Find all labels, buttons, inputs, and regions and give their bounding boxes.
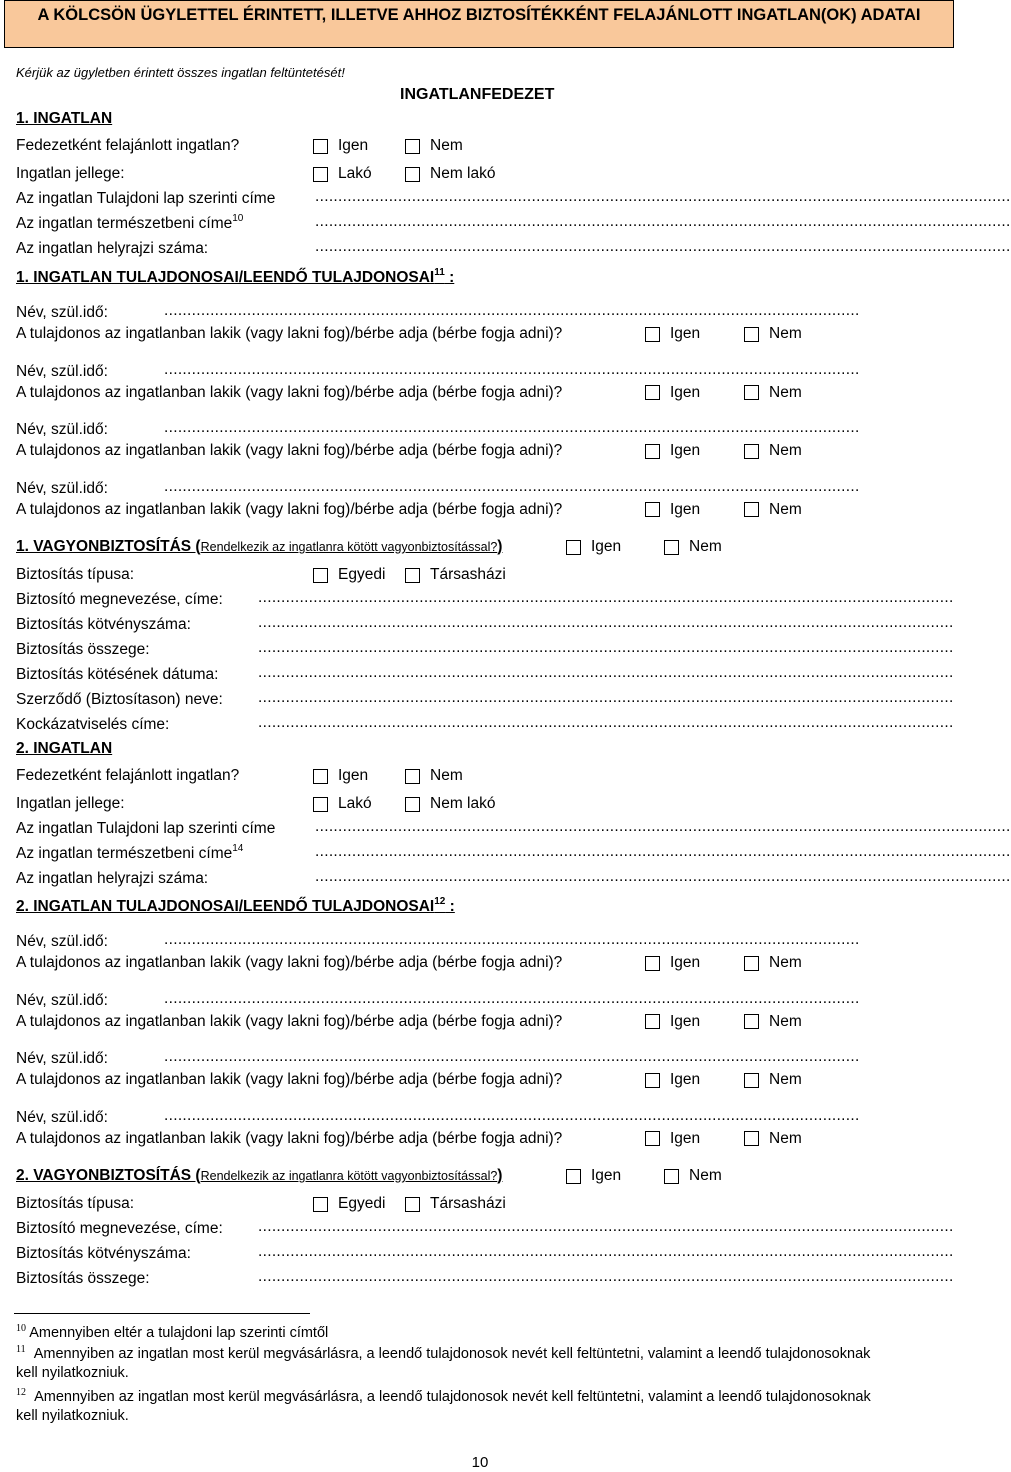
insurance-2-condo-checkbox[interactable] <box>405 1195 506 1213</box>
property-1-offered-label: Fedezetként felajánlott ingatlan? <box>16 137 240 154</box>
property-1-lot-field: ....................................................................................................................................................... <box>315 238 1011 255</box>
property-1-address-nature-field: ....................................................................................................................................................... <box>315 213 1011 230</box>
insurance-1-title-bold: 1. VAGYONBIZTOSÍTÁS ( <box>16 538 201 555</box>
property-1-owner-2-yes-checkbox[interactable] <box>645 384 700 402</box>
property-1-owner-4-no-checkbox-label: Nem <box>769 500 802 518</box>
insurance-2-policy-label: Biztosítás kötvényszáma: <box>16 1245 191 1262</box>
property-1-owner-2-no-checkbox-box[interactable] <box>744 385 759 400</box>
property-2-owner-3-yes-checkbox-label: Igen <box>670 1071 701 1088</box>
owners-1-title-suffix: : <box>444 269 455 286</box>
insurance-1-title-yes-checkbox[interactable] <box>566 538 621 556</box>
property-2-owner-3-name-label: Név, szül.idő: <box>16 1050 108 1067</box>
property-1-owner-3-lives-label: A tulajdonos az ingatlanban lakik (vagy lakni fog)/bérbe adja (bérbe fogja adni)? <box>16 442 563 459</box>
insurance-2-title <box>16 1167 502 1185</box>
insurance-2-title-no-checkbox-label: Nem <box>689 1167 722 1184</box>
property-2-address-nature-label <box>16 845 243 863</box>
property-2-owner-3-lives-label: A tulajdonos az ingatlanban lakik (vagy lakni fog)/bérbe adja (bérbe fogja adni)? <box>16 1071 563 1088</box>
property-1-owner-2-name-label: Név, szül.idő: <box>16 362 108 380</box>
insurance-1-individual-checkbox-label: Egyedi <box>338 566 386 583</box>
property-1-owner-3-yes-checkbox-box[interactable] <box>645 444 660 459</box>
property-2-owner-3-no-checkbox-box[interactable] <box>744 1073 759 1088</box>
insurance-1-title-no-checkbox[interactable] <box>664 538 722 556</box>
property-2-title: 2. INGATLAN <box>16 740 113 757</box>
insurance-1-condo-checkbox[interactable] <box>405 566 506 584</box>
property-2-owner-2-name-field: ....................................................................................................................................................... <box>164 989 860 1007</box>
insurance-1-date-label: Biztosítás kötésének dátuma: <box>16 666 219 683</box>
property-1-owner-3-name-label: Név, szül.idő: <box>16 421 108 438</box>
property-2-owner-1-yes-checkbox-label: Igen <box>670 954 701 971</box>
owners-2-title-text: 2. INGATLAN TULAJDONOSAI/LEENDŐ TULAJDONOSAI <box>16 898 435 915</box>
insurance-1-contractor-label: Szerződő (Biztosítason) neve: <box>16 691 223 708</box>
property-1-owner-3-no-checkbox-box[interactable] <box>744 444 759 459</box>
property-2-nonresidential-checkbox-box[interactable] <box>405 797 420 812</box>
property-1-nonresidential-checkbox-box[interactable] <box>405 167 420 182</box>
insurance-2-title-no-checkbox-box[interactable] <box>664 1169 679 1184</box>
owners-2-title-footnote-ref: 12 <box>434 896 446 907</box>
property-1-owner-1-no-checkbox-label: Nem <box>769 325 802 342</box>
insurance-1-individual-checkbox[interactable] <box>313 566 385 584</box>
insurance-2-policy-field: ....................................................................................................................................................... <box>258 1243 954 1260</box>
property-1-owner-4-yes-checkbox-box[interactable] <box>645 502 660 517</box>
owners-1-title-text: 1. INGATLAN TULAJDONOSAI/LEENDŐ TULAJDONOSAI <box>16 269 435 286</box>
property-2-owner-1-name-field: ....................................................................................................................................................... <box>164 931 860 948</box>
insurance-2-insurer-field: ....................................................................................................................................................... <box>258 1218 954 1235</box>
footnote-separator <box>14 1313 310 1314</box>
property-2-owner-3-yes-checkbox-box[interactable] <box>645 1073 660 1088</box>
insurance-2-insurer-label: Biztosító megnevezése, címe: <box>16 1220 223 1237</box>
property-2-lot-label: Az ingatlan helyrajzi száma: <box>16 870 209 887</box>
insurance-2-title-yes-checkbox-label: Igen <box>591 1167 622 1184</box>
insurance-2-condo-checkbox-label: Társasházi <box>430 1195 506 1212</box>
property-1-owner-3-no-checkbox[interactable] <box>744 442 802 460</box>
property-1-owner-1-yes-checkbox[interactable] <box>645 325 700 343</box>
insurance-1-risk-label: Kockázatviselés címe: <box>16 716 170 733</box>
insurance-2-individual-checkbox[interactable] <box>313 1195 385 1213</box>
property-2-owner-2-no-checkbox-label: Nem <box>769 1012 802 1030</box>
property-2-owner-4-name-field: ....................................................................................................................................................... <box>164 1106 860 1124</box>
property-2-offered-label: Fedezetként felajánlott ingatlan? <box>16 767 240 784</box>
property-2-owner-2-no-checkbox-box[interactable] <box>744 1014 759 1029</box>
property-1-title: 1. INGATLAN <box>16 110 113 127</box>
insurance-2-title-yes-checkbox-box[interactable] <box>566 1169 581 1184</box>
property-2-offered-yes-checkbox-label: Igen <box>338 767 369 784</box>
property-2-owner-1-name-label: Név, szül.idő: <box>16 933 108 950</box>
property-2-nonresidential-checkbox-label: Nem lakó <box>430 795 496 812</box>
property-1-offered-yes-checkbox-label: Igen <box>338 137 369 154</box>
property-2-offered-no-checkbox-label: Nem <box>430 767 463 784</box>
property-1-owner-3-no-checkbox-label: Nem <box>769 442 802 459</box>
insurance-1-contractor-field: ....................................................................................................................................................... <box>258 689 954 706</box>
property-2-lot-field: ....................................................................................................................................................... <box>315 868 1011 885</box>
property-2-offered-yes-checkbox-box[interactable] <box>313 769 328 784</box>
page-number: 10 <box>471 1454 489 1471</box>
property-1-owner-4-name-label: Név, szül.idő: <box>16 479 108 497</box>
property-2-address-nature-label-text: Az ingatlan természetbeni címe <box>16 845 233 862</box>
insurance-2-condo-checkbox-box[interactable] <box>405 1197 420 1212</box>
property-2-owner-4-yes-checkbox[interactable] <box>645 1130 700 1148</box>
property-1-owner-4-lives-label: A tulajdonos az ingatlanban lakik (vagy lakni fog)/bérbe adja (bérbe fogja adni)? <box>16 500 563 518</box>
property-2-owner-3-no-checkbox-label: Nem <box>769 1071 802 1088</box>
property-1-offered-no-checkbox-box[interactable] <box>405 139 420 154</box>
property-2-owner-2-yes-checkbox-label: Igen <box>670 1012 701 1030</box>
property-2-owner-4-name-label: Név, szül.idő: <box>16 1108 108 1126</box>
property-2-owner-4-lives-label: A tulajdonos az ingatlanban lakik (vagy lakni fog)/bérbe adja (bérbe fogja adni)? <box>16 1129 563 1147</box>
property-1-type-label: Ingatlan jellege: <box>16 165 125 182</box>
property-1-address-nature-label-footnote-ref: 10 <box>232 213 244 224</box>
insurance-2-title-question: Rendelkezik az ingatlanra kötött vagyonbiztosítással? <box>200 1169 498 1183</box>
insurance-1-insurer-field: ....................................................................................................................................................... <box>258 589 954 606</box>
property-1-offered-no-checkbox[interactable] <box>405 137 463 155</box>
property-2-owner-3-yes-checkbox[interactable] <box>645 1071 700 1089</box>
property-1-address-nature-label <box>16 215 243 233</box>
property-2-owner-1-lives-label: A tulajdonos az ingatlanban lakik (vagy lakni fog)/bérbe adja (bérbe fogja adni)? <box>16 954 563 971</box>
property-2-address-title-field: ....................................................................................................................................................... <box>315 818 1011 835</box>
property-2-address-nature-field: ....................................................................................................................................................... <box>315 843 1011 860</box>
property-1-owner-1-yes-checkbox-box[interactable] <box>645 327 660 342</box>
property-2-nonresidential-checkbox[interactable] <box>405 795 495 813</box>
property-1-offered-yes-checkbox[interactable] <box>313 137 368 155</box>
property-1-address-title-label: Az ingatlan Tulajdoni lap szerinti címe <box>16 190 276 207</box>
insurance-1-title <box>16 538 502 556</box>
property-2-owner-2-name-label: Név, szül.idő: <box>16 991 108 1009</box>
footnote-11: $^{11}$ Amennyiben az ingatlan most kerül megvásárlásra, a leendő tulajdonosok nevét kell feltüntetni, valamint a leendő tulajdonosoknak kell nyilatkozniuk. <box>16 1344 871 1381</box>
property-1-address-nature-label-text: Az ingatlan természetbeni címe <box>16 215 233 232</box>
property-2-owner-3-name-field: ....................................................................................................................................................... <box>164 1048 860 1065</box>
property-1-owner-1-name-field: ....................................................................................................................................................... <box>164 302 860 319</box>
property-2-owner-4-yes-checkbox-label: Igen <box>670 1129 701 1147</box>
property-1-owner-4-no-checkbox-box[interactable] <box>744 502 759 517</box>
property-1-lot-label: Az ingatlan helyrajzi száma: <box>16 240 209 257</box>
property-1-owner-2-yes-checkbox-box[interactable] <box>645 385 660 400</box>
insurance-1-date-field: ....................................................................................................................................................... <box>258 664 954 681</box>
property-2-owner-2-lives-label: A tulajdonos az ingatlanban lakik (vagy lakni fog)/bérbe adja (bérbe fogja adni)? <box>16 1012 563 1030</box>
property-2-owner-1-no-checkbox-box[interactable] <box>744 956 759 971</box>
insurance-1-title-no-checkbox-label: Nem <box>689 538 722 555</box>
insurance-1-title-yes-checkbox-label: Igen <box>591 538 622 555</box>
property-1-address-title-field: ....................................................................................................................................................... <box>315 188 1011 205</box>
property-2-owner-1-no-checkbox[interactable] <box>744 954 802 972</box>
property-2-owner-2-yes-checkbox-box[interactable] <box>645 1014 660 1029</box>
insurance-1-title-yes-checkbox-box[interactable] <box>566 540 581 555</box>
property-2-owner-4-no-checkbox[interactable] <box>744 1130 802 1148</box>
owners-1-title <box>16 269 454 287</box>
property-1-owner-4-yes-checkbox-label: Igen <box>670 500 701 518</box>
property-2-residential-checkbox-label: Lakó <box>338 795 372 812</box>
property-2-owner-4-no-checkbox-label: Nem <box>769 1129 802 1147</box>
property-1-offered-yes-checkbox-box[interactable] <box>313 139 328 154</box>
property-2-address-nature-label-footnote-ref: 14 <box>232 843 244 854</box>
owners-2-title-suffix: : <box>445 898 455 915</box>
property-1-offered-no-checkbox-label: Nem <box>430 137 463 154</box>
property-2-offered-yes-checkbox[interactable] <box>313 767 368 785</box>
insurance-2-amount-label: Biztosítás összege: <box>16 1270 150 1287</box>
property-1-nonresidential-checkbox-label: Nem lakó <box>430 165 496 182</box>
insurance-1-insurer-label: Biztosító megnevezése, címe: <box>16 591 223 608</box>
insurance-1-risk-field: ....................................................................................................................................................... <box>258 714 954 731</box>
property-1-owner-2-no-checkbox-label: Nem <box>769 383 802 401</box>
footnote-12: $^{12}$ Amennyiben az ingatlan most kerül megvásárlásra, a leendő tulajdonosok nevét kell feltüntetni, valamint a leendő tulajdonosoknak kell nyilatkozniuk. <box>16 1387 871 1424</box>
property-2-residential-checkbox-box[interactable] <box>313 797 328 812</box>
property-2-owner-2-yes-checkbox[interactable] <box>645 1013 700 1031</box>
insurance-1-condo-checkbox-box[interactable] <box>405 568 420 583</box>
property-2-owner-2-no-checkbox[interactable] <box>744 1013 802 1031</box>
insurance-1-type-label: Biztosítás típusa: <box>16 566 135 583</box>
insurance-1-amount-field: ....................................................................................................................................................... <box>258 639 954 656</box>
property-1-owner-2-no-checkbox[interactable] <box>744 384 802 402</box>
property-1-owner-1-no-checkbox-box[interactable] <box>744 327 759 342</box>
insurance-2-title-yes-checkbox[interactable] <box>566 1167 621 1185</box>
property-2-residential-checkbox[interactable] <box>313 795 372 813</box>
insurance-1-policy-label: Biztosítás kötvényszáma: <box>16 616 191 633</box>
property-2-owner-1-yes-checkbox-box[interactable] <box>645 956 660 971</box>
insurance-2-title-end: ) <box>497 1167 503 1184</box>
property-1-owner-4-yes-checkbox[interactable] <box>645 501 700 519</box>
property-1-residential-checkbox[interactable] <box>313 165 372 183</box>
insurance-2-individual-checkbox-box[interactable] <box>313 1197 328 1212</box>
property-2-owner-4-yes-checkbox-box[interactable] <box>645 1131 660 1146</box>
insurance-1-individual-checkbox-box[interactable] <box>313 568 328 583</box>
insurance-2-title-bold: 2. VAGYONBIZTOSÍTÁS ( <box>16 1167 201 1184</box>
owners-1-title-footnote-ref: 11 <box>434 267 445 278</box>
property-1-owner-1-no-checkbox[interactable] <box>744 325 802 343</box>
insurance-2-amount-field: ....................................................................................................................................................... <box>258 1268 954 1285</box>
insurance-1-policy-field: ....................................................................................................................................................... <box>258 614 954 631</box>
insurance-2-title-no-checkbox[interactable] <box>664 1167 722 1185</box>
property-2-owner-4-no-checkbox-box[interactable] <box>744 1131 759 1146</box>
insurance-1-condo-checkbox-label: Társasházi <box>430 566 506 583</box>
intro-note: Kérjük az ügyletben érintett összes ingatlan feltüntetését! <box>16 65 345 80</box>
property-2-address-title-label: Az ingatlan Tulajdoni lap szerinti címe <box>16 820 276 837</box>
property-1-owner-1-name-label: Név, szül.idő: <box>16 304 108 321</box>
property-2-type-label: Ingatlan jellege: <box>16 795 125 812</box>
insurance-1-amount-label: Biztosítás összege: <box>16 641 150 658</box>
property-2-owner-3-no-checkbox[interactable] <box>744 1071 802 1089</box>
property-2-owner-1-no-checkbox-label: Nem <box>769 954 802 971</box>
insurance-2-individual-checkbox-label: Egyedi <box>338 1195 386 1212</box>
property-1-owner-3-yes-checkbox[interactable] <box>645 442 700 460</box>
property-2-offered-no-checkbox[interactable] <box>405 767 463 785</box>
property-2-offered-no-checkbox-box[interactable] <box>405 769 420 784</box>
owners-2-title <box>16 898 455 916</box>
insurance-2-type-label: Biztosítás típusa: <box>16 1195 135 1212</box>
property-1-owner-1-yes-checkbox-label: Igen <box>670 325 701 342</box>
collateral-heading: INGATLANFEDEZET <box>400 86 555 103</box>
property-2-owner-1-yes-checkbox[interactable] <box>645 954 700 972</box>
property-1-owner-2-yes-checkbox-label: Igen <box>670 383 701 401</box>
property-1-nonresidential-checkbox[interactable] <box>405 165 495 183</box>
property-1-owner-4-name-field: ....................................................................................................................................................... <box>164 477 860 495</box>
property-1-owner-3-yes-checkbox-label: Igen <box>670 442 701 459</box>
property-1-owner-4-no-checkbox[interactable] <box>744 501 802 519</box>
section-header: A KÖLCSÖN ÜGYLETTEL ÉRINTETT, ILLETVE AHHOZ BIZTOSÍTÉKKÉNT FELAJÁNLOTT INGATLAN(OK) ADATAI <box>4 0 954 48</box>
property-1-owner-2-lives-label: A tulajdonos az ingatlanban lakik (vagy lakni fog)/bérbe adja (bérbe fogja adni)? <box>16 383 563 401</box>
insurance-1-title-no-checkbox-box[interactable] <box>664 540 679 555</box>
property-1-owner-3-name-field: ....................................................................................................................................................... <box>164 419 860 436</box>
footnote-10: $^{10}$ Amennyiben eltér a tulajdoni lap szerinti címtől <box>16 1323 329 1341</box>
insurance-1-title-question: Rendelkezik az ingatlanra kötött vagyonbiztosítással? <box>200 540 498 554</box>
property-1-owner-1-lives-label: A tulajdonos az ingatlanban lakik (vagy lakni fog)/bérbe adja (bérbe fogja adni)? <box>16 325 563 342</box>
property-1-owner-2-name-field: ....................................................................................................................................................... <box>164 360 860 378</box>
property-1-residential-checkbox-box[interactable] <box>313 167 328 182</box>
insurance-1-title-end: ) <box>497 538 503 555</box>
property-1-residential-checkbox-label: Lakó <box>338 165 372 182</box>
